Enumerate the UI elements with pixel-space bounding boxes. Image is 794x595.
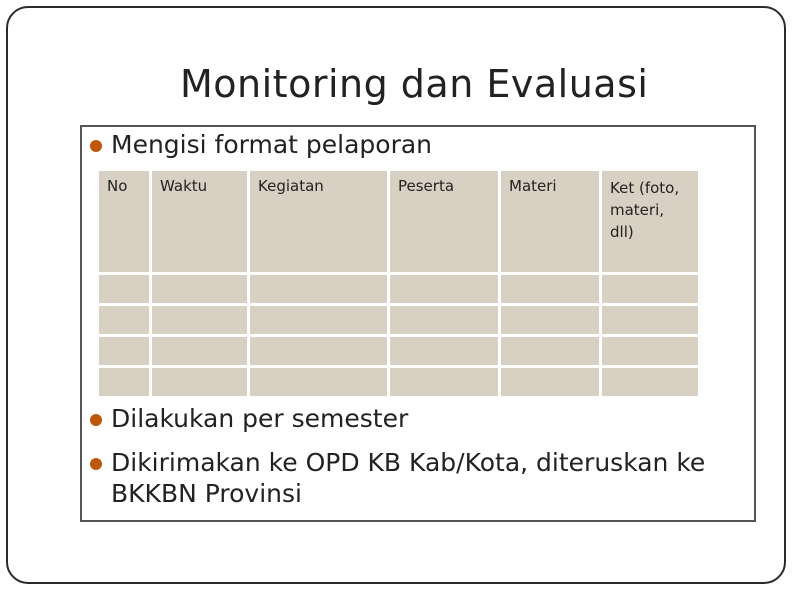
- bullet-item: [90, 447, 730, 509]
- table-cell: [99, 306, 152, 337]
- table-cell: [152, 368, 250, 399]
- table-cell: [250, 275, 390, 306]
- table-cell: [250, 306, 390, 337]
- table-cell: [250, 337, 390, 368]
- table-cell: [390, 368, 501, 399]
- table-cell: [390, 306, 501, 337]
- table-cell: [152, 306, 250, 337]
- table-cell: [99, 368, 152, 399]
- table-cell: [602, 337, 701, 368]
- bullet-text: Mengisi format pelaporan: [111, 130, 433, 159]
- report-format-table: [99, 171, 701, 399]
- bullet-text: Dikirimakan ke OPD KB Kab/Kota, diteruskan ke BKKBN Provinsi: [111, 448, 706, 508]
- bullet-dot-icon: [90, 140, 102, 152]
- table-header-cell: Ket (foto, materi, dll): [602, 171, 701, 275]
- table-cell: [99, 337, 152, 368]
- bullet-item: [90, 129, 432, 160]
- table-cell: [602, 368, 701, 399]
- table-cell: [152, 337, 250, 368]
- table-row: [99, 275, 701, 306]
- table-cell: [501, 368, 602, 399]
- table-cell: [250, 368, 390, 399]
- table-header-cell: Peserta: [390, 171, 501, 275]
- table-cell: [99, 275, 152, 306]
- table-cell: [152, 275, 250, 306]
- bullet-dot-icon: [90, 414, 102, 426]
- table-header-cell: No: [99, 171, 152, 275]
- table-header-cell: Waktu: [152, 171, 250, 275]
- table-cell: [390, 275, 501, 306]
- table-cell: [602, 306, 701, 337]
- table-row: [99, 368, 701, 399]
- bullet-item: [90, 403, 408, 434]
- table-header-cell: Materi: [501, 171, 602, 275]
- table-cell: [501, 337, 602, 368]
- table-row: [99, 337, 701, 368]
- table-cell: [501, 306, 602, 337]
- bullet-dot-icon: [90, 458, 102, 470]
- table-header-cell: Kegiatan: [250, 171, 390, 275]
- table-cell: [501, 275, 602, 306]
- slide-title: Monitoring dan Evaluasi: [180, 62, 649, 106]
- table-cell: [390, 337, 501, 368]
- table-header-row: [99, 171, 701, 275]
- table-row: [99, 306, 701, 337]
- bullet-text: Dilakukan per semester: [111, 404, 409, 433]
- table-cell: [602, 275, 701, 306]
